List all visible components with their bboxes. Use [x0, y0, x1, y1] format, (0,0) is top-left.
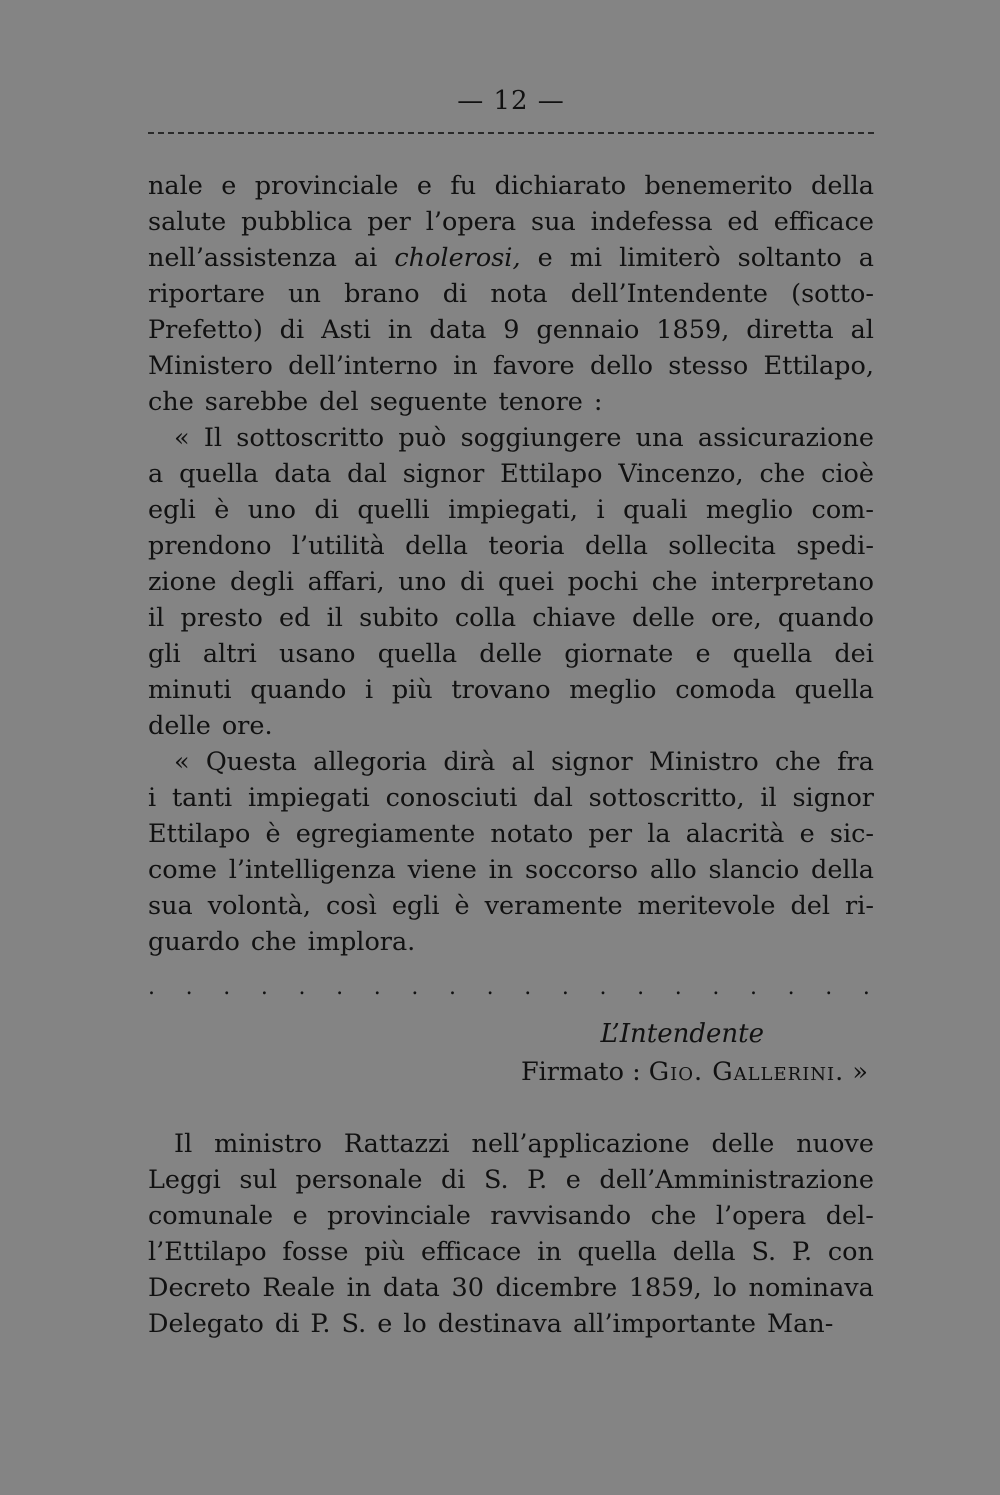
text-line: [148, 204, 874, 240]
word: Leggi: [148, 1165, 221, 1195]
word: il: [760, 783, 777, 813]
word: dal: [347, 459, 387, 489]
word: com-: [811, 495, 874, 525]
word: trovano: [451, 675, 551, 705]
word: per: [588, 819, 633, 849]
text-line: [148, 600, 874, 636]
word: presto: [180, 603, 263, 633]
word: soccorso: [525, 855, 639, 885]
word: P.: [527, 1165, 548, 1195]
word: sottoscritto,: [588, 783, 745, 813]
word: data: [274, 459, 332, 489]
word: il: [326, 603, 343, 633]
ellipsis-dot: .: [599, 975, 607, 1000]
word: guardo: [148, 927, 240, 957]
word: signor: [551, 747, 633, 777]
word: lo: [403, 1309, 427, 1339]
section-gap: [148, 1092, 874, 1126]
word: assicurazione: [697, 423, 874, 453]
ellipsis-dot: .: [750, 975, 757, 1000]
text-line: [148, 312, 874, 348]
word: zione: [148, 567, 217, 597]
word: all’importante: [572, 1309, 756, 1339]
word: di: [459, 567, 485, 597]
word: quella: [377, 639, 458, 669]
signature-title: L’Intendente: [600, 1019, 764, 1049]
text-line: [148, 672, 874, 708]
word: delle: [148, 711, 211, 741]
text-line: [148, 708, 874, 744]
word: sarebbe: [204, 387, 309, 417]
word: allegoria: [313, 747, 428, 777]
word: e: [537, 243, 553, 273]
text-line: [148, 744, 874, 780]
word: in: [346, 1273, 372, 1303]
word: Asti: [321, 315, 371, 345]
word: il: [148, 603, 165, 633]
word: quelli: [357, 495, 430, 525]
text-line: [148, 816, 874, 852]
word: della: [811, 171, 874, 201]
ellipsis-dot: .: [336, 975, 344, 1000]
text-line: [148, 636, 874, 672]
word: destinava: [437, 1309, 562, 1339]
word: colla: [454, 603, 517, 633]
word: a: [148, 459, 164, 489]
word: è: [265, 819, 281, 849]
text-line: [148, 1234, 874, 1270]
word: usano: [279, 639, 356, 669]
word: pochi: [567, 567, 639, 597]
word: sollecita: [668, 531, 776, 561]
word: diretta: [746, 315, 834, 345]
word: e: [799, 819, 815, 849]
word: meglio: [569, 675, 657, 705]
word: Ettilapo: [500, 459, 603, 489]
text-line: [148, 384, 874, 420]
word: è: [214, 495, 230, 525]
word: efficace: [773, 207, 874, 237]
word: fra: [837, 747, 874, 777]
word: gli: [148, 639, 181, 669]
ellipsis-dot: .: [712, 975, 720, 1000]
word: P.: [310, 1309, 331, 1339]
word: viene: [407, 855, 477, 885]
ellipsis-dot: .: [223, 975, 231, 1000]
word: cioè: [821, 459, 874, 489]
word: che: [250, 927, 297, 957]
word: 1859,: [628, 1273, 702, 1303]
word: favore: [492, 351, 575, 381]
word: dirà: [443, 747, 496, 777]
word: Il: [174, 1129, 193, 1159]
word: come: [148, 855, 217, 885]
word: lo: [713, 1273, 737, 1303]
word: l’intelligenza: [228, 855, 396, 885]
word: Ministro: [648, 747, 759, 777]
word: della: [405, 531, 468, 561]
word: la: [647, 819, 671, 849]
paragraph-quote-second: [148, 744, 874, 960]
word: 30: [451, 1273, 484, 1303]
word: egli: [391, 891, 440, 921]
word: teoria: [488, 531, 565, 561]
word: Ettilapo: [148, 819, 251, 849]
text-line: [148, 420, 874, 456]
word: può: [398, 423, 447, 453]
word: sua: [531, 207, 576, 237]
text-line: [148, 168, 874, 204]
word: salute: [148, 207, 227, 237]
signature-line: [148, 1054, 874, 1092]
word: Questa: [205, 747, 297, 777]
word: personale: [295, 1165, 423, 1195]
word: di: [274, 1309, 300, 1339]
ellipsis-dot: .: [524, 975, 532, 1000]
word: seguente: [369, 387, 488, 417]
word: più: [364, 1237, 406, 1267]
word: soggiungere: [460, 423, 622, 453]
word: dicembre: [495, 1273, 618, 1303]
word: meglio: [705, 495, 794, 525]
ellipsis-dot: .: [260, 975, 268, 1000]
word: :: [593, 387, 603, 417]
ellipsis-dot: .: [449, 975, 456, 1000]
word: gennaio: [536, 315, 640, 345]
word: impiegati: [248, 783, 370, 813]
word: quei: [498, 567, 555, 597]
page-number: — 12 —: [457, 86, 565, 116]
word: quella: [179, 459, 259, 489]
word: Ettilapo,: [763, 351, 874, 381]
word: S.: [483, 1165, 509, 1195]
word: quali: [623, 495, 688, 525]
word: «: [174, 423, 190, 453]
word: sic-: [829, 819, 874, 849]
word: quella: [732, 639, 813, 669]
word: dello: [589, 351, 654, 381]
word: ed: [727, 207, 759, 237]
word: S.: [751, 1237, 777, 1267]
word: fosse: [282, 1237, 349, 1267]
word: che: [650, 1201, 697, 1231]
word: interpretano: [711, 567, 874, 597]
word: cholerosi,: [394, 243, 521, 273]
word: S.: [341, 1309, 367, 1339]
word: l’opera: [425, 207, 517, 237]
ellipsis-dot: .: [862, 975, 870, 1000]
word: dell’Amministrazione: [599, 1165, 874, 1195]
word: nell’assistenza: [148, 243, 337, 273]
word: giornate: [564, 639, 674, 669]
word: della: [811, 855, 874, 885]
word: ravvisando: [490, 1201, 632, 1231]
word: dal: [533, 783, 573, 813]
word: comunale: [148, 1201, 274, 1231]
word: Prefetto): [148, 315, 263, 345]
word: mi: [569, 243, 603, 273]
word: dell’interno: [288, 351, 438, 381]
word: implora.: [307, 927, 416, 957]
word: e: [292, 1201, 308, 1231]
word: i: [365, 675, 374, 705]
word: slancio: [708, 855, 800, 885]
word: minuti: [148, 675, 232, 705]
word: nell’applicazione: [471, 1129, 690, 1159]
word: 9: [503, 315, 520, 345]
word: benemerito: [644, 171, 793, 201]
word: Decreto: [148, 1273, 251, 1303]
word: egregiamente: [295, 819, 476, 849]
word: delle: [711, 1129, 775, 1159]
word: egli: [148, 495, 196, 525]
word: provinciale: [254, 171, 399, 201]
word: tanti: [171, 783, 233, 813]
word: Ministero: [148, 351, 273, 381]
word: impiegati,: [448, 495, 579, 525]
word: ore.: [221, 711, 273, 741]
word: volontà,: [207, 891, 311, 921]
word: nominava: [748, 1273, 874, 1303]
word: alacrità: [685, 819, 785, 849]
word: delle: [631, 603, 695, 633]
paragraph-intro: [148, 168, 874, 420]
text-line: [148, 276, 874, 312]
text-line: [148, 240, 874, 276]
word: ai: [353, 243, 378, 273]
word: data: [429, 315, 487, 345]
word: in: [537, 1237, 562, 1267]
word: indefessa: [590, 207, 713, 237]
word: Delegato: [148, 1309, 264, 1339]
text-line: [148, 1270, 874, 1306]
text-line: [148, 1306, 874, 1342]
word: che: [651, 567, 698, 597]
word: prendono: [148, 531, 272, 561]
word: signor: [402, 459, 485, 489]
word: e: [695, 639, 711, 669]
word: signor: [792, 783, 874, 813]
book-page: [148, 0, 874, 1495]
word: efficace: [421, 1237, 522, 1267]
word: nuove: [796, 1129, 874, 1159]
word: di: [442, 279, 468, 309]
word: quella: [794, 675, 874, 705]
signed-label: Firmato :: [520, 1057, 641, 1087]
word: è: [454, 891, 470, 921]
word: e: [565, 1165, 581, 1195]
word: conosciuti: [385, 783, 518, 813]
text-line: [148, 348, 874, 384]
word: per: [367, 207, 411, 237]
word: sottoscritto: [236, 423, 385, 453]
ellipsis-dot: .: [373, 975, 381, 1000]
text-line: [148, 1126, 874, 1162]
word: notato: [490, 819, 574, 849]
word: dei: [834, 639, 874, 669]
word: riportare: [148, 279, 265, 309]
word: (sotto-: [791, 279, 874, 309]
word: Reale: [262, 1273, 336, 1303]
word: di: [314, 495, 339, 525]
word: brano: [344, 279, 420, 309]
word: l’opera: [715, 1201, 807, 1231]
word: in: [387, 315, 413, 345]
text-line: [148, 564, 874, 600]
word: Il: [203, 423, 223, 453]
word: dell’Intendente: [570, 279, 768, 309]
text-line: [148, 1162, 874, 1198]
word: del: [319, 387, 359, 417]
word: l’utilità: [291, 531, 385, 561]
word: più: [391, 675, 433, 705]
text-line: [148, 780, 874, 816]
word: pubblica: [241, 207, 353, 237]
word: ministro: [214, 1129, 322, 1159]
ellipsis-dot: .: [674, 975, 682, 1000]
word: quella: [577, 1237, 657, 1267]
ellipsis-dot: .: [298, 975, 306, 1000]
word: delle: [479, 639, 543, 669]
word: con: [827, 1237, 874, 1267]
text-line: [148, 924, 874, 960]
paragraph-rattazzi: [148, 1126, 874, 1342]
word: che: [148, 387, 194, 417]
word: i: [148, 783, 157, 813]
ellipsis-dot: .: [411, 975, 419, 1000]
word: i: [596, 495, 605, 525]
word: della: [672, 1237, 736, 1267]
ellipsis-dot: .: [637, 975, 645, 1000]
word: nota: [490, 279, 548, 309]
word: e: [221, 171, 237, 201]
ellipsis-dot: .: [825, 975, 833, 1000]
text-line: [148, 888, 874, 924]
word: quando: [777, 603, 874, 633]
text-line: [148, 456, 874, 492]
word: del-: [825, 1201, 874, 1231]
word: meritevole: [637, 891, 776, 921]
ellipsis-row: [148, 970, 874, 1006]
word: P.: [791, 1237, 813, 1267]
word: ed: [278, 603, 311, 633]
word: Vincenzo,: [618, 459, 744, 489]
word: provinciale: [327, 1201, 471, 1231]
word: uno: [398, 567, 447, 597]
word: 1859,: [656, 315, 730, 345]
word: della: [584, 531, 648, 561]
word: ri-: [845, 891, 874, 921]
paragraph-quote-first: [148, 420, 874, 744]
word: stesso: [668, 351, 749, 381]
ellipsis-dot: .: [561, 975, 569, 1000]
word: al: [850, 315, 874, 345]
text-line: [148, 852, 874, 888]
ellipsis-dot: .: [486, 975, 494, 1000]
word: del: [790, 891, 831, 921]
word: limiterò: [619, 243, 721, 273]
ellipsis-dot: .: [185, 975, 193, 1000]
ellipsis-dot: .: [148, 975, 155, 1000]
word: di: [279, 315, 305, 345]
word: e: [416, 171, 432, 201]
signed-name: Gio. Gallerini.: [648, 1057, 845, 1087]
word: e: [377, 1309, 393, 1339]
ellipsis-dot: .: [787, 975, 795, 1000]
word: fu: [450, 171, 477, 201]
word: uno: [247, 495, 296, 525]
word: allo: [649, 855, 697, 885]
word: dichiarato: [494, 171, 627, 201]
word: sul: [239, 1165, 278, 1195]
word: una: [635, 423, 684, 453]
word: tenore: [498, 387, 583, 417]
word: chiave: [532, 603, 616, 633]
word: ore,: [710, 603, 762, 633]
word: degli: [230, 567, 295, 597]
word: l’Ettilapo: [148, 1237, 267, 1267]
text-line: [148, 1198, 874, 1234]
word: di: [440, 1165, 466, 1195]
word: un: [288, 279, 321, 309]
word: nale: [148, 171, 203, 201]
body-text: [148, 168, 874, 1342]
word: che: [775, 747, 821, 777]
word: Man-: [766, 1309, 834, 1339]
word: data: [382, 1273, 440, 1303]
word: subito: [359, 603, 439, 633]
word: in: [453, 351, 478, 381]
word: sua: [148, 891, 193, 921]
word: veramente: [484, 891, 623, 921]
word: a: [858, 243, 874, 273]
text-line: [148, 492, 874, 528]
header-rule: [148, 132, 874, 134]
text-line: [148, 528, 874, 564]
word: «: [174, 747, 190, 777]
word: Rattazzi: [343, 1129, 450, 1159]
closing-quote: »: [852, 1057, 868, 1087]
word: comoda: [675, 675, 776, 705]
word: spedi-: [796, 531, 874, 561]
word: così: [325, 891, 377, 921]
word: soltanto: [737, 243, 842, 273]
word: che: [759, 459, 806, 489]
word: in: [488, 855, 514, 885]
word: altri: [202, 639, 257, 669]
word: affari,: [307, 567, 385, 597]
word: al: [511, 747, 535, 777]
word: quando: [250, 675, 347, 705]
